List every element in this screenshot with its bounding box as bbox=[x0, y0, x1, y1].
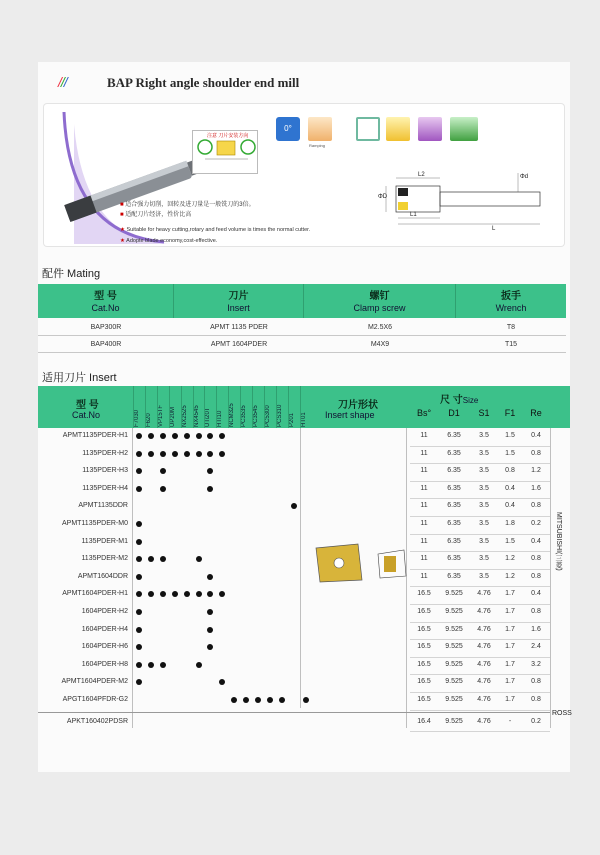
grade-available-dot bbox=[160, 451, 166, 457]
size-value: 3.5 bbox=[479, 572, 489, 580]
grade-available-dot bbox=[136, 591, 142, 597]
grade-available-dot bbox=[255, 697, 261, 703]
size-value: - bbox=[508, 717, 512, 725]
grade-available-dot bbox=[243, 697, 249, 703]
grade-header: PC3535 bbox=[241, 405, 248, 427]
insert-cat-no: 1604PDER-H4 bbox=[81, 625, 128, 633]
size-value: 6.35 bbox=[447, 449, 461, 457]
grade-header: F7030 bbox=[134, 409, 140, 427]
grade-available-dot bbox=[196, 591, 202, 597]
size-value: 9.525 bbox=[445, 608, 463, 615]
size-value: 0.8 bbox=[531, 502, 541, 510]
slash-blue: / bbox=[63, 74, 67, 90]
bullet-zh-1: ■ 适合强力切削，回转及进刀量是一般铣刀的3倍。 bbox=[120, 202, 255, 208]
rotation-icon: 0° bbox=[276, 117, 300, 141]
grade-available-dot bbox=[136, 556, 142, 562]
grade-available-dot bbox=[160, 591, 166, 597]
slash-green: / bbox=[60, 74, 64, 90]
grade-available-dot bbox=[148, 591, 154, 597]
row-divider bbox=[410, 731, 550, 732]
size-value: 4.76 bbox=[477, 696, 491, 703]
profiling-icon bbox=[450, 117, 478, 141]
grade-header: UTi20T bbox=[205, 407, 212, 427]
grade-header: NX4545 bbox=[193, 405, 200, 427]
grade-header: NCM325 bbox=[229, 403, 236, 427]
grade-available-dot bbox=[207, 468, 213, 474]
grade-col-divider bbox=[240, 386, 241, 428]
size-sub-header: S1 bbox=[478, 408, 490, 418]
mating-cell: M2.5X6 bbox=[367, 324, 393, 331]
insert-section-title: 适用刀片 Insert bbox=[42, 372, 117, 384]
grade-available-dot bbox=[136, 451, 142, 457]
size-value: 16.5 bbox=[417, 625, 431, 633]
insert-cat-no: 1604PDER-H2 bbox=[81, 608, 128, 615]
insert-col-shape-zh: 刀片形状 bbox=[338, 400, 378, 411]
grade-available-dot bbox=[148, 451, 154, 457]
size-value: 9.525 bbox=[445, 643, 463, 651]
mounting-diagram bbox=[192, 130, 258, 174]
insert-size-title bbox=[440, 390, 478, 408]
size-value: 9.525 bbox=[445, 590, 463, 598]
size-value: 11 bbox=[420, 572, 428, 580]
grade-available-dot bbox=[160, 468, 166, 474]
size-value: 3.5 bbox=[479, 537, 489, 545]
grade-available-dot bbox=[184, 433, 190, 439]
size-value: 16.5 bbox=[417, 590, 431, 598]
size-value: 6.35 bbox=[447, 555, 461, 563]
grade-col-divider bbox=[252, 386, 253, 428]
size-value: 0.4 bbox=[531, 590, 541, 598]
size-value: 6.35 bbox=[447, 520, 461, 527]
ramping-icon bbox=[308, 117, 332, 141]
label-l2: L2 bbox=[418, 172, 425, 178]
slash-red: / bbox=[58, 74, 61, 90]
size-value: 16.5 bbox=[417, 696, 431, 703]
grade-header: HTI10 bbox=[217, 410, 224, 427]
grade-available-dot bbox=[196, 451, 202, 457]
page-title: BAP Right angle shoulder end mill bbox=[107, 75, 300, 90]
insert-col-type-zh: 型 号 bbox=[76, 400, 99, 411]
insert-cat-no: APGT1604PFDR-G2 bbox=[62, 696, 128, 703]
size-value: 3.5 bbox=[479, 449, 489, 457]
size-value: 3.5 bbox=[479, 502, 489, 510]
grade-available-dot bbox=[148, 662, 154, 668]
size-value: 11 bbox=[420, 555, 428, 563]
size-value: 9.525 bbox=[445, 625, 463, 633]
bullet-en-1: ★ Suitable for heavy cutting,rotary and feed volume is times the normal cutter. bbox=[120, 227, 311, 233]
size-value: 6.35 bbox=[447, 572, 461, 580]
mating-cell: BAP300R bbox=[90, 324, 122, 331]
label-l1: L1 bbox=[410, 212, 417, 218]
size-value: 0.8 bbox=[531, 696, 541, 703]
size-value: 0.2 bbox=[531, 520, 541, 527]
grade-available-dot bbox=[207, 433, 213, 439]
insert-cat-no: 1604PDER-H6 bbox=[81, 643, 128, 651]
grade-available-dot bbox=[136, 627, 142, 633]
grade-col-divider bbox=[157, 386, 158, 428]
grade-available-dot bbox=[196, 662, 202, 668]
grade-available-dot bbox=[303, 697, 309, 703]
grade-header: PC3545 bbox=[253, 405, 259, 427]
mating-cell: BAP400R bbox=[90, 341, 122, 348]
size-value: 11 bbox=[420, 484, 428, 492]
size-value: 2.4 bbox=[531, 643, 541, 651]
size-value: 0.8 bbox=[531, 449, 541, 457]
grade-col-divider bbox=[288, 386, 289, 428]
size-value: 3.5 bbox=[479, 484, 489, 492]
grade-available-dot bbox=[160, 556, 166, 562]
technical-drawing bbox=[378, 168, 548, 238]
size-value: 0.4 bbox=[505, 502, 515, 510]
size-value: 16.5 bbox=[417, 643, 431, 651]
grade-col-divider bbox=[216, 386, 217, 428]
size-value: 1.7 bbox=[505, 643, 515, 651]
size-value: 0.4 bbox=[531, 432, 541, 439]
bullet-zh-2: ■ 适配刀片经济，性价比高 bbox=[120, 212, 192, 218]
table-col-divider bbox=[550, 428, 551, 728]
grade-available-dot bbox=[184, 451, 190, 457]
size-sub-header: F1 bbox=[504, 408, 516, 418]
grade-col-divider bbox=[300, 386, 301, 428]
size-value: 1.7 bbox=[505, 696, 515, 703]
pocketing-icon bbox=[418, 117, 442, 141]
grade-col-divider bbox=[145, 386, 146, 428]
grade-available-dot bbox=[219, 451, 225, 457]
size-value: 16.5 bbox=[417, 660, 431, 668]
size-value: 4.76 bbox=[477, 608, 491, 615]
grade-available-dot bbox=[219, 679, 225, 685]
grade-col-divider bbox=[228, 386, 229, 428]
size-value: 3.5 bbox=[479, 467, 489, 475]
size-value: 16.4 bbox=[417, 717, 431, 725]
insert-col-type-en: Cat.No bbox=[72, 410, 101, 420]
extra-note: ROSS bbox=[552, 710, 572, 717]
size-value: 4.76 bbox=[477, 717, 491, 725]
size-value: 6.35 bbox=[447, 537, 461, 545]
grade-available-dot bbox=[136, 644, 142, 650]
grade-available-dot bbox=[172, 433, 178, 439]
size-value: 6.35 bbox=[447, 432, 461, 439]
size-value: 0.8 bbox=[531, 572, 541, 580]
grade-available-dot bbox=[148, 556, 154, 562]
size-value: 9.525 bbox=[445, 660, 463, 668]
size-value: 1.7 bbox=[505, 678, 515, 686]
grade-available-dot bbox=[160, 433, 166, 439]
insert-cat-no: 1135PDER-H3 bbox=[82, 467, 128, 475]
size-sub-header: Re bbox=[530, 408, 542, 418]
table-col-divider bbox=[132, 428, 133, 728]
mating-section-title: 配件 Mating bbox=[42, 268, 101, 280]
grade-col-divider bbox=[193, 386, 194, 428]
grade-header: UP20M bbox=[169, 406, 176, 427]
grade-available-dot bbox=[196, 433, 202, 439]
grade-header: VP15TF bbox=[157, 404, 164, 427]
grade-available-dot bbox=[136, 679, 142, 685]
bullet-en-2: ★ Adopte blade economy,cost-effective. bbox=[120, 238, 218, 244]
mating-col-insert: 刀片 Insert bbox=[174, 284, 304, 318]
size-value: 16.5 bbox=[417, 608, 431, 615]
size-value: 1.2 bbox=[505, 555, 515, 563]
grade-available-dot bbox=[279, 697, 285, 703]
size-value: 4.76 bbox=[477, 590, 491, 598]
size-value: 9.525 bbox=[445, 696, 463, 703]
grade-available-dot bbox=[136, 609, 142, 615]
insert-row bbox=[0, 714, 600, 732]
shoulder-icon bbox=[356, 117, 380, 141]
size-value: 1.7 bbox=[505, 590, 515, 598]
grade-available-dot bbox=[207, 627, 213, 633]
size-value: 4.76 bbox=[477, 625, 491, 633]
grade-available-dot bbox=[184, 591, 190, 597]
mating-cell: T15 bbox=[504, 341, 518, 348]
size-sub-header: D1 bbox=[448, 408, 460, 418]
grade-available-dot bbox=[136, 468, 142, 474]
size-value: 9.525 bbox=[445, 678, 463, 686]
label-d-small: Φd bbox=[520, 174, 529, 180]
size-value: 9.525 bbox=[445, 717, 463, 725]
size-value: 4.76 bbox=[477, 678, 491, 686]
size-value: 11 bbox=[420, 467, 428, 475]
size-value: 6.35 bbox=[447, 502, 461, 510]
size-value: 0.2 bbox=[531, 717, 541, 725]
grade-col-divider bbox=[204, 386, 205, 428]
size-value: 1.7 bbox=[505, 660, 515, 668]
grade-available-dot bbox=[207, 486, 213, 492]
grade-available-dot bbox=[207, 644, 213, 650]
grade-header: PC5300 bbox=[264, 405, 271, 427]
size-value: 1.7 bbox=[505, 625, 515, 633]
grade-available-dot bbox=[207, 609, 213, 615]
vendor-note: MITSUBISHI(三菱) bbox=[555, 512, 562, 571]
grade-available-dot bbox=[160, 486, 166, 492]
grade-available-dot bbox=[172, 451, 178, 457]
size-value: 1.5 bbox=[505, 432, 515, 439]
size-sub-header: Bs° bbox=[416, 408, 432, 418]
mounting-warning-label: 注意 刀片安装方向 bbox=[207, 133, 249, 139]
title-slashes bbox=[58, 74, 67, 90]
mating-cell: T8 bbox=[506, 324, 516, 331]
grade-available-dot bbox=[267, 697, 273, 703]
grade-available-dot bbox=[207, 591, 213, 597]
grade-available-dot bbox=[136, 574, 142, 580]
grade-col-divider bbox=[133, 386, 134, 428]
size-value: 11 bbox=[420, 537, 428, 545]
size-value: 1.5 bbox=[505, 449, 515, 457]
grade-available-dot bbox=[196, 556, 202, 562]
mating-header bbox=[38, 284, 566, 318]
size-value: 0.4 bbox=[505, 484, 515, 492]
size-value: 1.8 bbox=[505, 520, 515, 527]
grade-available-dot bbox=[160, 662, 166, 668]
grade-available-dot bbox=[231, 697, 237, 703]
grade-available-dot bbox=[207, 451, 213, 457]
grade-header: PCS310 bbox=[276, 404, 283, 427]
size-value: 0.8 bbox=[531, 678, 541, 686]
mating-col-wrench: 扳手 Wrench bbox=[495, 291, 527, 313]
size-value: 1.2 bbox=[531, 467, 541, 475]
insert-cat-no: APMT1604PDER-H1 bbox=[62, 590, 128, 598]
mating-cell: APMT 1135 PDER bbox=[210, 324, 268, 331]
grade-col-divider bbox=[264, 386, 265, 428]
grade-header: NX2525 bbox=[181, 405, 188, 427]
size-value: 3.5 bbox=[479, 520, 489, 527]
insert-col-shape-en: Insert shape bbox=[325, 410, 375, 420]
grade-col-divider bbox=[181, 386, 182, 428]
label-d-large: ΦD bbox=[378, 194, 388, 200]
size-value: 6.35 bbox=[447, 467, 461, 475]
grade-available-dot bbox=[136, 486, 142, 492]
insert-cat-no: APMT1604DDR bbox=[77, 572, 128, 580]
insert-cat-no: APKT160402PDSR bbox=[66, 717, 128, 725]
insert-shape-image bbox=[308, 540, 418, 586]
size-value: 4.76 bbox=[477, 660, 491, 668]
size-value: 11 bbox=[420, 502, 428, 510]
size-title-zh: 尺 寸 bbox=[440, 395, 463, 406]
table-col-divider bbox=[300, 428, 301, 708]
mating-col-catno: 型 号 Cat.No bbox=[38, 284, 174, 318]
grade-available-dot bbox=[172, 591, 178, 597]
size-value: 1.6 bbox=[531, 625, 541, 633]
insert-cat-no: 1135PDER-M2 bbox=[81, 555, 128, 563]
size-value: 3.5 bbox=[479, 432, 489, 439]
size-value: 16.5 bbox=[417, 678, 431, 686]
grade-available-dot bbox=[219, 433, 225, 439]
size-value: 6.35 bbox=[447, 484, 461, 492]
mating-cell: M4X9 bbox=[370, 341, 390, 348]
size-value: 0.4 bbox=[531, 537, 541, 545]
grade-available-dot bbox=[136, 521, 142, 527]
slotting-icon bbox=[386, 117, 410, 141]
mating-row bbox=[38, 319, 566, 336]
grade-available-dot bbox=[136, 662, 142, 668]
size-value: 11 bbox=[420, 449, 428, 457]
size-title-en: Size bbox=[462, 396, 479, 405]
grade-available-dot bbox=[136, 539, 142, 545]
size-value: 1.7 bbox=[505, 608, 515, 615]
mating-col-screw: 螺钉 Clamp screw bbox=[304, 284, 456, 318]
table-bottom-line bbox=[38, 712, 550, 713]
size-value: 0.8 bbox=[505, 467, 515, 475]
ramping-caption: Ramping bbox=[309, 143, 326, 148]
grade-available-dot bbox=[148, 433, 154, 439]
size-value: 1.5 bbox=[505, 537, 515, 545]
insert-shape-art bbox=[308, 540, 418, 586]
mating-row bbox=[38, 336, 566, 353]
size-value: 3.5 bbox=[479, 555, 489, 563]
grade-available-dot bbox=[219, 591, 225, 597]
insert-cat-no: 1604PDER-H8 bbox=[81, 660, 128, 668]
size-value: 0.8 bbox=[531, 608, 541, 615]
insert-cat-no: 1135PDER-H2 bbox=[82, 449, 128, 457]
grade-available-dot bbox=[136, 433, 142, 439]
insert-cat-no: APMT1604PDER-M2 bbox=[61, 678, 128, 686]
mating-cell: APMT 1604PDER bbox=[210, 341, 268, 348]
size-value: 4.76 bbox=[477, 643, 491, 651]
row-divider bbox=[410, 710, 550, 711]
grade-available-dot bbox=[291, 503, 297, 509]
insert-cat-no: 1135PDER-H4 bbox=[82, 484, 128, 492]
label-l: L bbox=[492, 226, 496, 232]
insert-cat-no: APMT1135PDER-M0 bbox=[61, 520, 128, 527]
grade-header: HT01 bbox=[300, 412, 307, 427]
size-value: 1.6 bbox=[531, 484, 541, 492]
grade-col-divider bbox=[276, 386, 277, 428]
grade-available-dot bbox=[207, 574, 213, 580]
size-value: 11 bbox=[420, 432, 428, 439]
size-value: 0.8 bbox=[531, 555, 541, 563]
insert-cat-no: 1135PDER-M1 bbox=[81, 537, 128, 545]
insert-cat-no: APMT1135PDER-H1 bbox=[62, 432, 128, 439]
grade-header: F620 bbox=[145, 413, 152, 427]
grade-header: P201 bbox=[288, 412, 295, 427]
insert-cat-no: APMT1135DDR bbox=[78, 502, 128, 510]
size-value: 3.2 bbox=[531, 660, 541, 668]
size-value: 11 bbox=[420, 520, 428, 527]
size-value: 1.2 bbox=[505, 572, 515, 580]
grade-col-divider bbox=[169, 386, 170, 428]
